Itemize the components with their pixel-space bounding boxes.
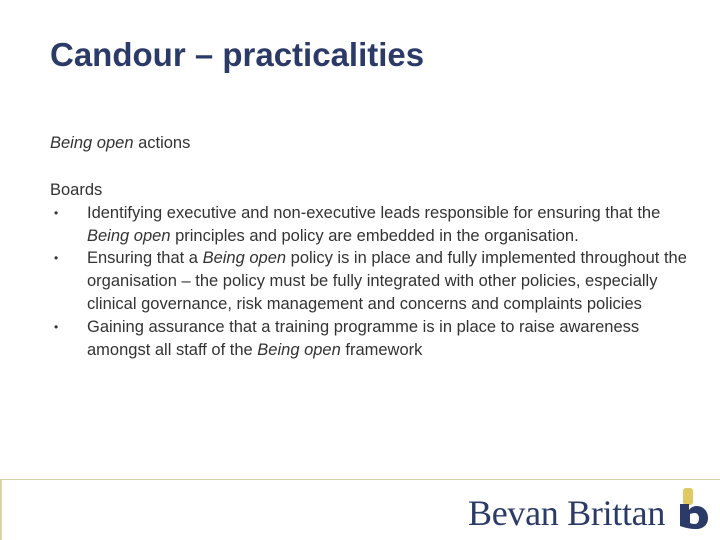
bullet-marker: • — [54, 319, 59, 334]
bullet-text: Identifying executive and non-executive leads responsible for ensuring that the — [87, 203, 661, 222]
list-item — [50, 247, 700, 315]
slide-title: Candour – practicalities — [50, 36, 425, 73]
emphasis-text: Being open — [87, 226, 171, 245]
subtitle — [50, 134, 190, 153]
list-item — [50, 316, 700, 362]
bullet-text: principles and policy are embedded in the organisation. — [170, 226, 579, 245]
subtitle-rest: actions — [133, 134, 191, 152]
bullet-text: framework — [340, 340, 423, 359]
brand-logo-mark — [677, 488, 709, 530]
brand-logo-text: Bevan Brittan — [468, 493, 666, 533]
bullet-marker: • — [54, 251, 59, 266]
section-heading: Boards — [50, 181, 103, 199]
bullet-text: Ensuring that a — [87, 249, 203, 268]
bullet-list — [50, 202, 700, 362]
emphasis-text: Being open — [257, 340, 341, 359]
list-item — [50, 202, 700, 248]
emphasis-text: Being open — [202, 249, 287, 268]
bullet-text: policy is in place and fully implemented throughout the organisation – the policy must be fully integrated with other policies, especially clinical governance, risk management and concerns and complaints policies — [87, 249, 687, 313]
bullet-text: Gaining assurance that a training programme is in place to raise awareness amongst all staff of the — [87, 317, 640, 359]
subtitle-emphasis: Being open — [50, 134, 134, 152]
bullet-marker: • — [54, 205, 59, 220]
body-content — [50, 179, 700, 361]
